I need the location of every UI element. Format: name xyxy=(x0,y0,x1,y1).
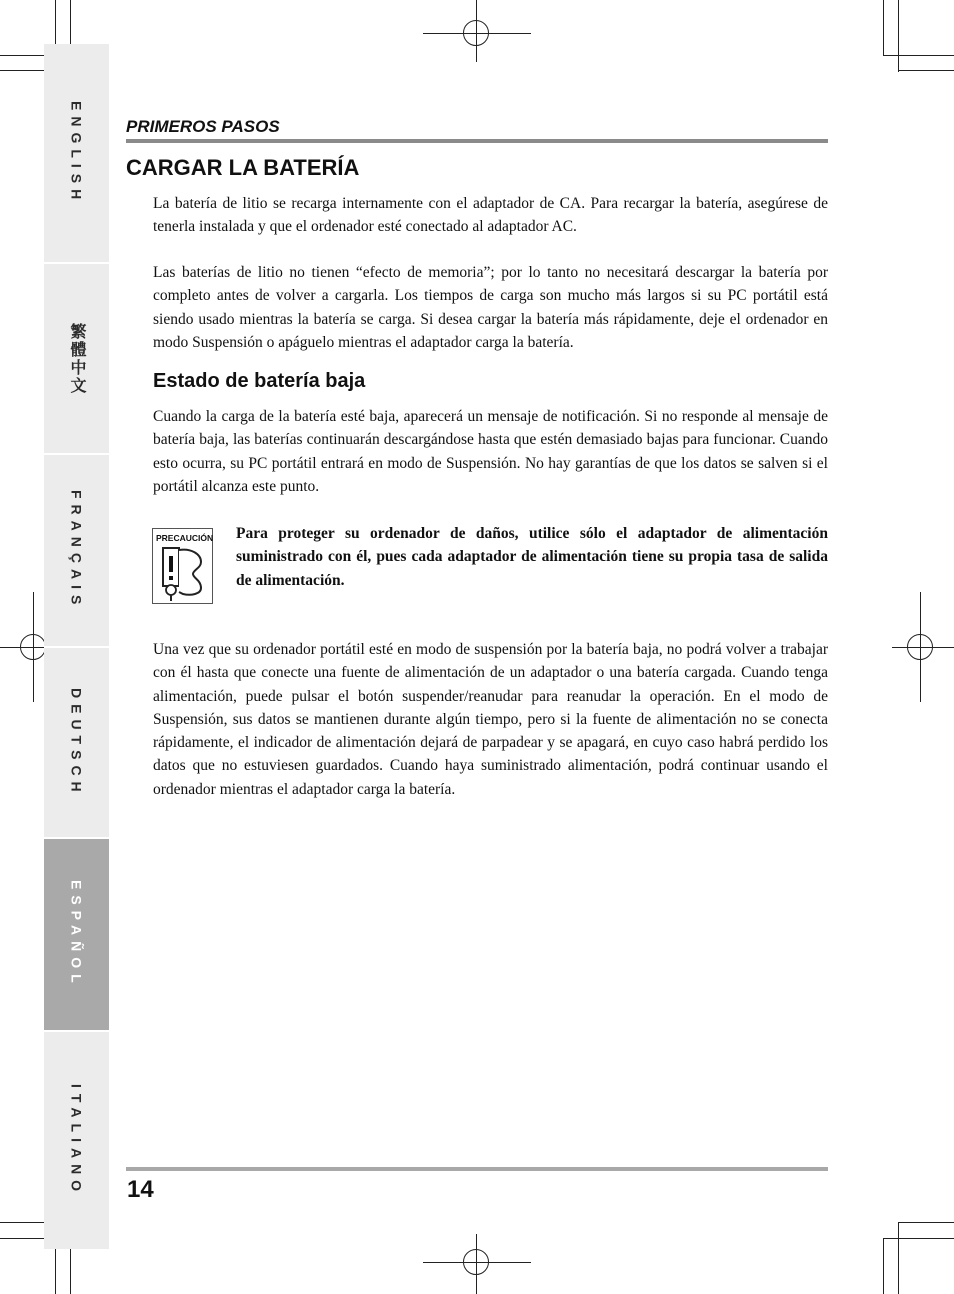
tab-deutsch[interactable] xyxy=(44,648,109,839)
tab-english-label: ENGLISH xyxy=(68,100,85,206)
paragraph-suspend-recovery: Una vez que su ordenador portátil esté en modo de suspensión por la batería baja, no podrá volver a trabajar con él hasta que conecte una fuente de alimentación de un adaptador o una batería cargada. Cuando tenga alimentación, puede pulsar el botón suspender/reanudar para reanudar la operación. En el modo de Suspensión, sus datos se mantienen durante algún tiempo, pero si la fuente de alimentación no se conecta rápidamente, el indicador de alimentación dejará de parpadear y se apagará, en cuyo caso habrá perdido los datos que no estuviesen guardados. Cuando haya suministrado alimentación, podrá continuar usando el ordenador mientras el adaptador carga la batería. xyxy=(153,641,828,798)
subsection-title: Estado de batería baja xyxy=(153,370,366,392)
footer-rule xyxy=(126,1167,828,1171)
paragraph-memory-effect: Las baterías de litio no tienen “efecto de memoria”; por lo tanto no necesitará descargar la batería por completo antes de volver a cargarla. Los tiempos de carga son mucho más largos si su PC portátil está siendo usado mientras la batería se carga. Si desea cargar la batería más rápidamente, deje el ordenador en modo Suspensión o apáguelo mientras el adaptador carga la batería. xyxy=(153,264,828,351)
tab-italiano[interactable] xyxy=(44,1032,109,1249)
caution-label: PRECAUCIÓN xyxy=(156,533,214,543)
tab-english[interactable] xyxy=(44,44,109,264)
tab-traditional-chinese[interactable] xyxy=(44,264,109,455)
tab-francais[interactable] xyxy=(44,455,109,648)
page-number: 14 xyxy=(127,1176,154,1203)
paragraph-low-battery: Cuando la carga de la batería esté baja, aparecerá un mensaje de notificación. Si no responde al mensaje de batería baja, las baterías continuarán descargándose hasta que estén demasiado bajas para funcionar. Cuando esto ocurra, su PC portátil entrará en modo de Suspensión. No hay garantías de que los datos se salven si el portátil alcanza este punto. xyxy=(153,408,828,495)
tab-espanol[interactable] xyxy=(44,839,109,1032)
tab-chinese-label: 繁體中文 xyxy=(68,322,85,395)
section-header: PRIMEROS PASOS xyxy=(126,117,280,136)
tab-italiano-label: ITALIANO xyxy=(68,1083,85,1198)
caution-box xyxy=(152,528,213,604)
tab-espanol-label: ESPAÑOL xyxy=(68,880,85,989)
tab-francais-label: FRANÇAIS xyxy=(68,490,85,611)
header-rule xyxy=(126,139,828,143)
tab-deutsch-label: DEUTSCH xyxy=(68,687,85,798)
caution-text: Para proteger su ordenador de daños, utilice sólo el adaptador de alimentación suministrado con él, pues cada adaptador de alimentación tiene su propia tasa de salida de alimentación. xyxy=(236,525,828,589)
page-title: CARGAR LA BATERÍA xyxy=(126,155,360,180)
caution-hand-icon xyxy=(159,546,207,607)
paragraph-charging-intro: La batería de litio se recarga internamente con el adaptador de CA. Para recargar la batería, asegúrese de tenerla instalada y que el ordenador esté conectado al adaptador AC. xyxy=(153,195,828,236)
language-tabs xyxy=(44,44,109,1249)
